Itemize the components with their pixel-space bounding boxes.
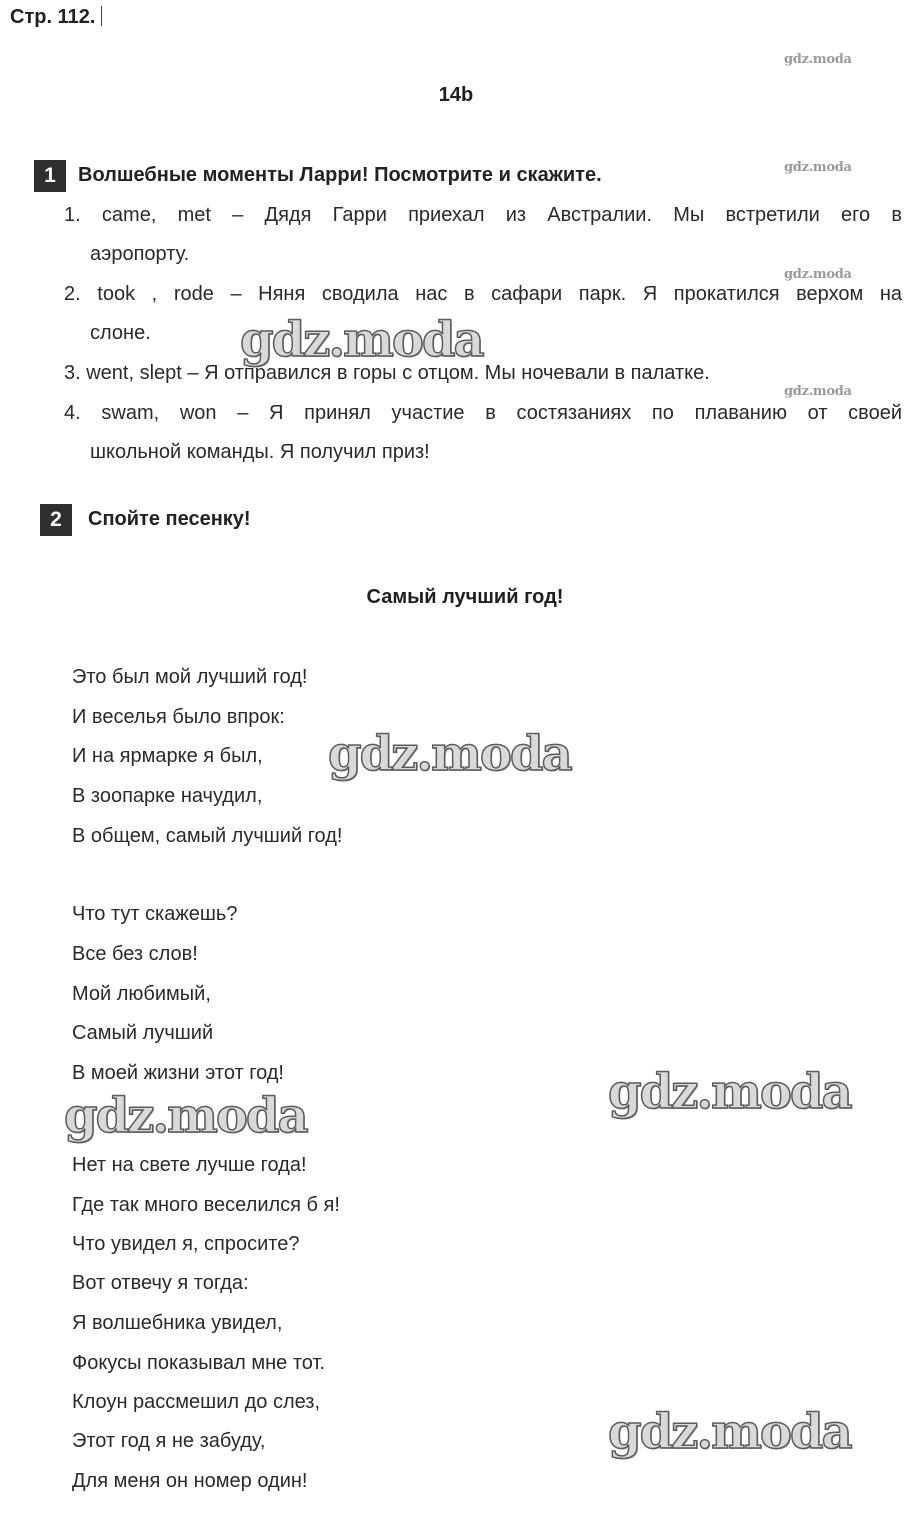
stanza-1-line-5: В общем, самый лучший год! bbox=[72, 825, 343, 847]
page-label: Стр. 112. bbox=[10, 6, 96, 28]
watermark-large: gdz.moda bbox=[64, 1088, 307, 1144]
watermark-small: gdz.moda bbox=[784, 267, 852, 282]
watermark-large: gdz.moda bbox=[608, 1064, 851, 1120]
stanza-3-line-6: Фокусы показывал мне тот. bbox=[72, 1352, 325, 1374]
stanza-3-line-5: Я волшебника увидел, bbox=[72, 1312, 283, 1334]
task-1-line-5: 3. went, slept – Я отправился в горы с отцом. Мы ночевали в палатке. bbox=[64, 362, 710, 384]
stanza-1-line-3: И на ярмарке я был, bbox=[72, 745, 263, 767]
stanza-1-line-4: В зоопарке начудил, bbox=[72, 785, 263, 807]
watermark-large: gdz.moda bbox=[240, 312, 483, 368]
stanza-2-line-4: Самый лучший bbox=[72, 1022, 214, 1044]
page-header bbox=[10, 6, 102, 29]
task-1-number-badge: 1 bbox=[34, 160, 66, 192]
task-1-title: Волшебные моменты Ларри! Посмотрите и скажите. bbox=[78, 164, 602, 186]
stanza-3-line-3: Что увидел я, спросите? bbox=[72, 1233, 300, 1255]
stanza-2-line-2: Все без слов! bbox=[72, 943, 198, 965]
task-1-line-4: слоне. bbox=[90, 322, 151, 344]
text-cursor bbox=[101, 6, 102, 26]
watermark-large: gdz.moda bbox=[328, 726, 571, 782]
stanza-1-line-2: И веселья было впрок: bbox=[72, 706, 285, 728]
watermark-small: gdz.moda bbox=[784, 160, 852, 175]
watermark-small: gdz.moda bbox=[784, 384, 852, 399]
task-1-line-3: 2. took , rode – Няня сводила нас в сафари парк. Я прокатился верхом на bbox=[64, 283, 902, 305]
stanza-2-line-3: Мой любимый, bbox=[72, 983, 211, 1005]
watermark-large: gdz.moda bbox=[608, 1404, 851, 1460]
task-1-line-1: 1. came, met – Дядя Гарри приехал из Австралии. Мы встретили его в bbox=[64, 204, 902, 226]
task-2-number-badge: 2 bbox=[40, 504, 72, 536]
task-1-line-6: 4. swam, won – Я принял участие в состязаниях по плаванию от своей bbox=[64, 402, 902, 424]
unit-title: 14b bbox=[438, 84, 474, 106]
stanza-3-line-7: Клоун рассмешил до слез, bbox=[72, 1391, 321, 1413]
song-title: Самый лучший год! bbox=[366, 586, 564, 608]
task-1-line-2: аэропорту. bbox=[90, 243, 190, 265]
stanza-2-line-5: В моей жизни этот год! bbox=[72, 1062, 284, 1084]
stanza-3-line-8: Этот год я не забуду, bbox=[72, 1430, 266, 1452]
stanza-3-line-9: Для меня он номер один! bbox=[72, 1470, 308, 1492]
stanza-1-line-1: Это был мой лучший год! bbox=[72, 666, 308, 688]
stanza-3-line-2: Где так много веселился б я! bbox=[72, 1194, 340, 1216]
stanza-3-line-4: Вот отвечу я тогда: bbox=[72, 1272, 249, 1294]
task-2-title: Спойте песенку! bbox=[88, 508, 251, 530]
stanza-3-line-1: Нет на свете лучше года! bbox=[72, 1154, 307, 1176]
task-1-line-7: школьной команды. Я получил приз! bbox=[90, 441, 430, 463]
watermark-small: gdz.moda bbox=[784, 52, 852, 67]
stanza-2-line-1: Что тут скажешь? bbox=[72, 903, 238, 925]
